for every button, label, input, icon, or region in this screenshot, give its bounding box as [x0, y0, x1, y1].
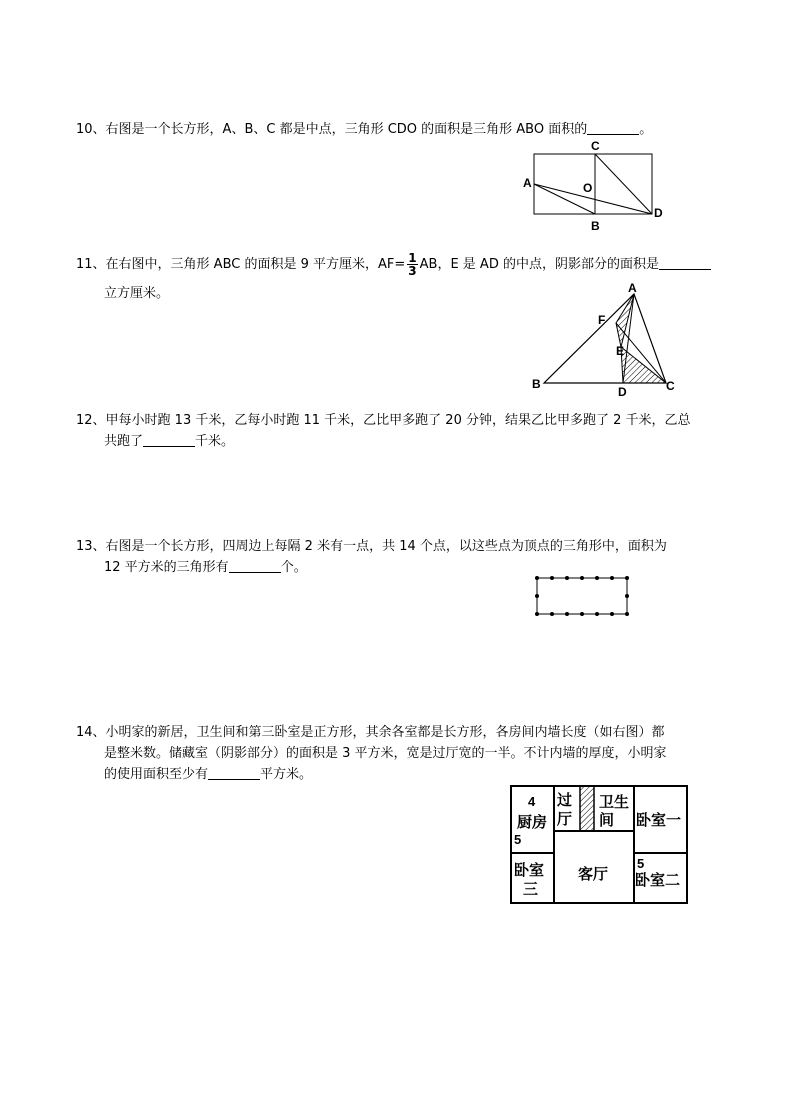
- point: [550, 612, 554, 616]
- question-number: 12、: [76, 413, 106, 428]
- question-text-end: 平方米。: [260, 767, 313, 782]
- point: [595, 612, 599, 616]
- question-text: 的使用面积至少有: [104, 767, 209, 782]
- boundary-points: [535, 576, 629, 616]
- question-text: AB，E 是 AD 的中点，阴影部分的面积是: [419, 257, 659, 272]
- question-number: 11、: [76, 257, 106, 272]
- point: [565, 576, 569, 580]
- q11-triangle-figure: [528, 280, 683, 396]
- label-a: A: [628, 281, 637, 295]
- segment-cd: [595, 154, 652, 214]
- label-hall-1: 过: [557, 792, 573, 809]
- point: [625, 576, 629, 580]
- label-c: C: [666, 379, 675, 393]
- segment-ad: [534, 184, 652, 214]
- label-living-room: 客厅: [578, 866, 609, 883]
- fraction-one-third: [407, 252, 417, 277]
- point: [565, 612, 569, 616]
- label-bedroom-3-1: 卧室: [514, 862, 545, 879]
- question-text: 右图是一个长方形，A、B、C 都是中点，三角形 CDO 的面积是三角形 ABO 面积的: [105, 122, 588, 137]
- question-text: 小明家的新居，卫生间和第三卧室是正方形，其余各室都是长方形，各房间内墙长度（如右图）都: [105, 725, 665, 740]
- label-e: E: [616, 344, 625, 358]
- point: [580, 576, 584, 580]
- question-number: 10、: [76, 122, 106, 137]
- question-text-line2: 是整米数。储藏室（阴影部分）的面积是 3 平方米，宽是过厅宽的一半。不计内墙的厚度，小明家: [104, 746, 667, 761]
- point: [625, 594, 629, 598]
- label-b: B: [591, 219, 600, 233]
- label-bedroom-1: 卧室一: [636, 812, 682, 829]
- fraction-numerator: 1: [408, 251, 417, 265]
- point: [580, 612, 584, 616]
- label-f: F: [598, 313, 606, 327]
- question-12: [76, 410, 716, 452]
- label-bathroom-2: 间: [599, 812, 615, 829]
- question-text-end: 千米。: [195, 434, 235, 449]
- point: [550, 576, 554, 580]
- point: [610, 576, 614, 580]
- label-bedroom-3-2: 三: [523, 881, 539, 898]
- point: [625, 612, 629, 616]
- question-text: 右图是一个长方形，四周边上每隔 2 米有一点，共 14 个点，以这些点为顶点的三角形中，面积为: [105, 539, 667, 554]
- label-kitchen: 厨房: [517, 814, 548, 831]
- q10-rectangle-figure: [518, 136, 670, 236]
- question-text-line3: [76, 764, 716, 785]
- question-text: 12 平方米的三角形有: [104, 560, 229, 575]
- fraction-denominator: 3: [408, 264, 417, 278]
- label-bathroom-1: 卫生: [599, 794, 630, 811]
- answer-blank[interactable]: [143, 432, 195, 447]
- answer-blank[interactable]: [229, 558, 281, 573]
- label-c: C: [591, 139, 600, 153]
- label-bedroom-2: 卧室二: [635, 872, 681, 889]
- label-hall-2: 厅: [557, 811, 573, 828]
- question-text: 在右图中，三角形 ABC 的面积是 9 平方厘米，AF=: [105, 257, 406, 272]
- question-text-line2: 立方厘米。: [104, 286, 170, 301]
- question-number: 14、: [76, 725, 106, 740]
- point: [535, 594, 539, 598]
- label-a: A: [523, 176, 532, 190]
- q14-floorplan: [508, 783, 692, 907]
- point: [535, 612, 539, 616]
- question-text-end: 。: [639, 122, 653, 137]
- question-text: 甲每小时跑 13 千米，乙每小时跑 11 千米，乙比甲多跑了 20 分钟，结果乙比甲多跑了 2 千米，乙总: [105, 413, 691, 428]
- question-text-end: 个。: [280, 560, 307, 575]
- label-b: B: [532, 377, 541, 391]
- label-d: D: [654, 206, 663, 220]
- answer-blank[interactable]: [208, 765, 260, 780]
- kitchen-side-length: 5: [514, 832, 522, 847]
- label-o: O: [583, 181, 593, 195]
- bedroom-2-length: 5: [637, 856, 645, 871]
- question-number: 13、: [76, 539, 106, 554]
- answer-blank[interactable]: [587, 120, 639, 135]
- question-14: [76, 722, 716, 785]
- storage-room-shaded: [580, 786, 594, 831]
- question-text-line2: [76, 431, 716, 452]
- point: [610, 612, 614, 616]
- point: [535, 576, 539, 580]
- kitchen-top-length: 4: [528, 794, 536, 809]
- point: [595, 576, 599, 580]
- question-text: 共跑了: [104, 434, 144, 449]
- rectangle: [537, 578, 627, 614]
- q13-dotted-rectangle: [530, 572, 634, 620]
- label-d: D: [618, 385, 627, 396]
- rectangle: [534, 154, 652, 214]
- shaded-region-afe: [616, 294, 634, 347]
- answer-blank[interactable]: [659, 255, 711, 270]
